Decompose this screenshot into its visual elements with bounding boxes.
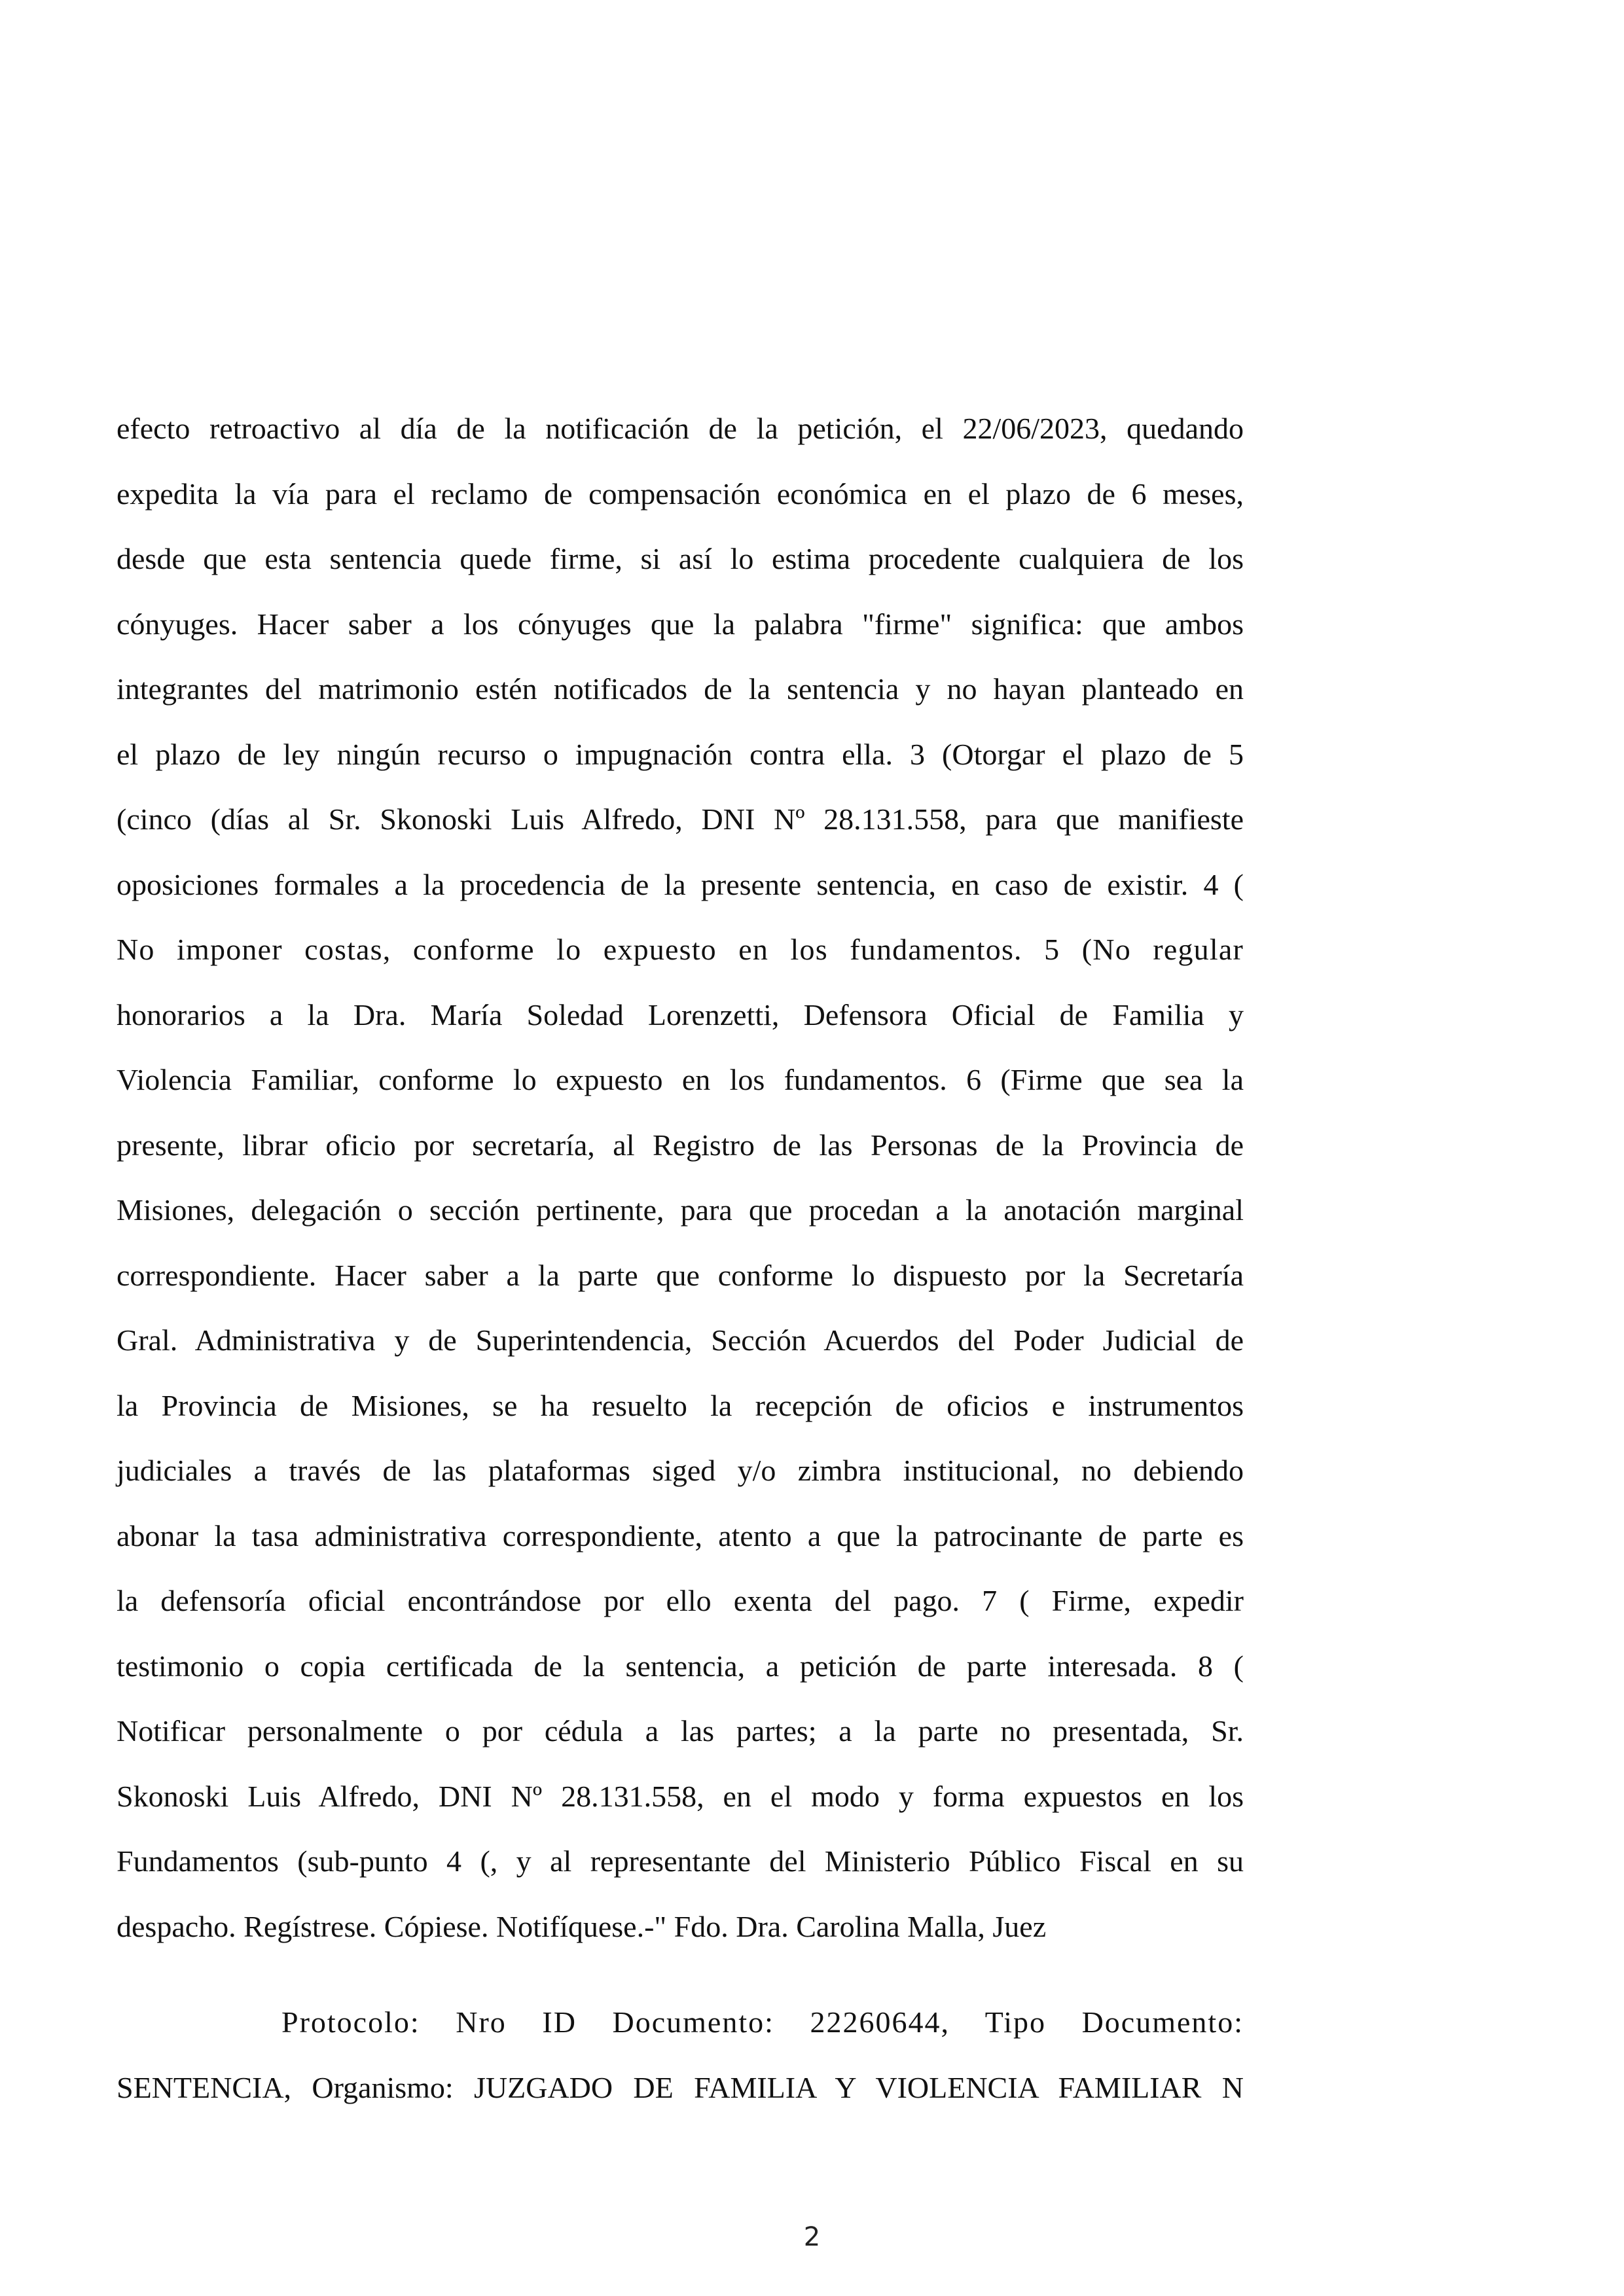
text-line: Misiones, delegación o sección pertinente, para que procedan a la anotación marginal bbox=[117, 1193, 1244, 1227]
text-line: correspondiente. Hacer saber a la parte que conforme lo dispuesto por la Secretaría bbox=[117, 1258, 1244, 1292]
text-line: Gral. Administrativa y de Superintendencia, Sección Acuerdos del Poder Judicial de bbox=[117, 1323, 1244, 1357]
text-line: No imponer costas, conforme lo expuesto en los fundamentos. 5 (No regular bbox=[117, 933, 1244, 966]
text-line: honorarios a la Dra. María Soledad Lorenzetti, Defensora Oficial de Familia y bbox=[117, 997, 1244, 1031]
text-line: cónyuges. Hacer saber a los cónyuges que la palabra "firme" significa: que ambos bbox=[117, 607, 1244, 641]
text-line: desde que esta sentencia quede firme, si así lo estima procedente cualquiera de los bbox=[117, 542, 1244, 575]
text-line: presente, librar oficio por secretaría, al Registro de las Personas de la Provincia de bbox=[117, 1128, 1244, 1162]
protocol-footer bbox=[117, 1990, 1244, 2120]
text-line: la Provincia de Misiones, se ha resuelto la recepción de oficios e instrumentos bbox=[117, 1388, 1244, 1422]
protocol-line: SENTENCIA, Organismo: JUZGADO DE FAMILIA Y VIOLENCIA FAMILIAR N bbox=[117, 2070, 1244, 2104]
text-line: la defensoría oficial encontrándose por ello exenta del pago. 7 ( Firme, expedir bbox=[117, 1584, 1244, 1617]
text-line: testimonio o copia certificada de la sentencia, a petición de parte interesada. 8 ( bbox=[117, 1649, 1244, 1683]
text-line: integrantes del matrimonio estén notificados de la sentencia y no hayan planteado en bbox=[117, 672, 1244, 706]
page-number: 2 bbox=[803, 2222, 821, 2252]
text-line: oposiciones formales a la procedencia de la presente sentencia, en caso de existir. 4 ( bbox=[117, 867, 1244, 901]
text-line: Violencia Familiar, conforme lo expuesto en los fundamentos. 6 (Firme que sea la bbox=[117, 1063, 1244, 1096]
text-line: despacho. Regístrese. Cópiese. Notifíquese.-" Fdo. Dra. Carolina Malla, Juez bbox=[117, 1909, 1047, 1943]
text-line: Notificar personalmente o por cédula a las partes; a la parte no presentada, Sr. bbox=[117, 1714, 1244, 1748]
text-line: judiciales a través de las plataformas siged y/o zimbra institucional, no debiendo bbox=[117, 1454, 1244, 1487]
text-line: (cinco (días al Sr. Skonoski Luis Alfredo, DNI Nº 28.131.558, para que manifieste bbox=[117, 802, 1244, 836]
text-line: el plazo de ley ningún recurso o impugnación contra ella. 3 (Otorgar el plazo de 5 bbox=[117, 737, 1244, 771]
text-line: abonar la tasa administrativa correspondiente, atento a que la patrocinante de parte es bbox=[117, 1518, 1244, 1552]
text-line: Fundamentos (sub-punto 4 (, y al representante del Ministerio Público Fiscal en su bbox=[117, 1844, 1244, 1878]
resolution-text bbox=[117, 396, 1244, 1959]
text-line: efecto retroactivo al día de la notificación de la petición, el 22/06/2023, quedando bbox=[117, 412, 1244, 445]
text-line: Skonoski Luis Alfredo, DNI Nº 28.131.558, en el modo y forma expuestos en los bbox=[117, 1779, 1244, 1813]
protocol-line: Protocolo: Nro ID Documento: 22260644, Tipo Documento: bbox=[281, 2005, 1244, 2039]
text-line: expedita la vía para el reclamo de compensación económica en el plazo de 6 meses, bbox=[117, 476, 1244, 511]
